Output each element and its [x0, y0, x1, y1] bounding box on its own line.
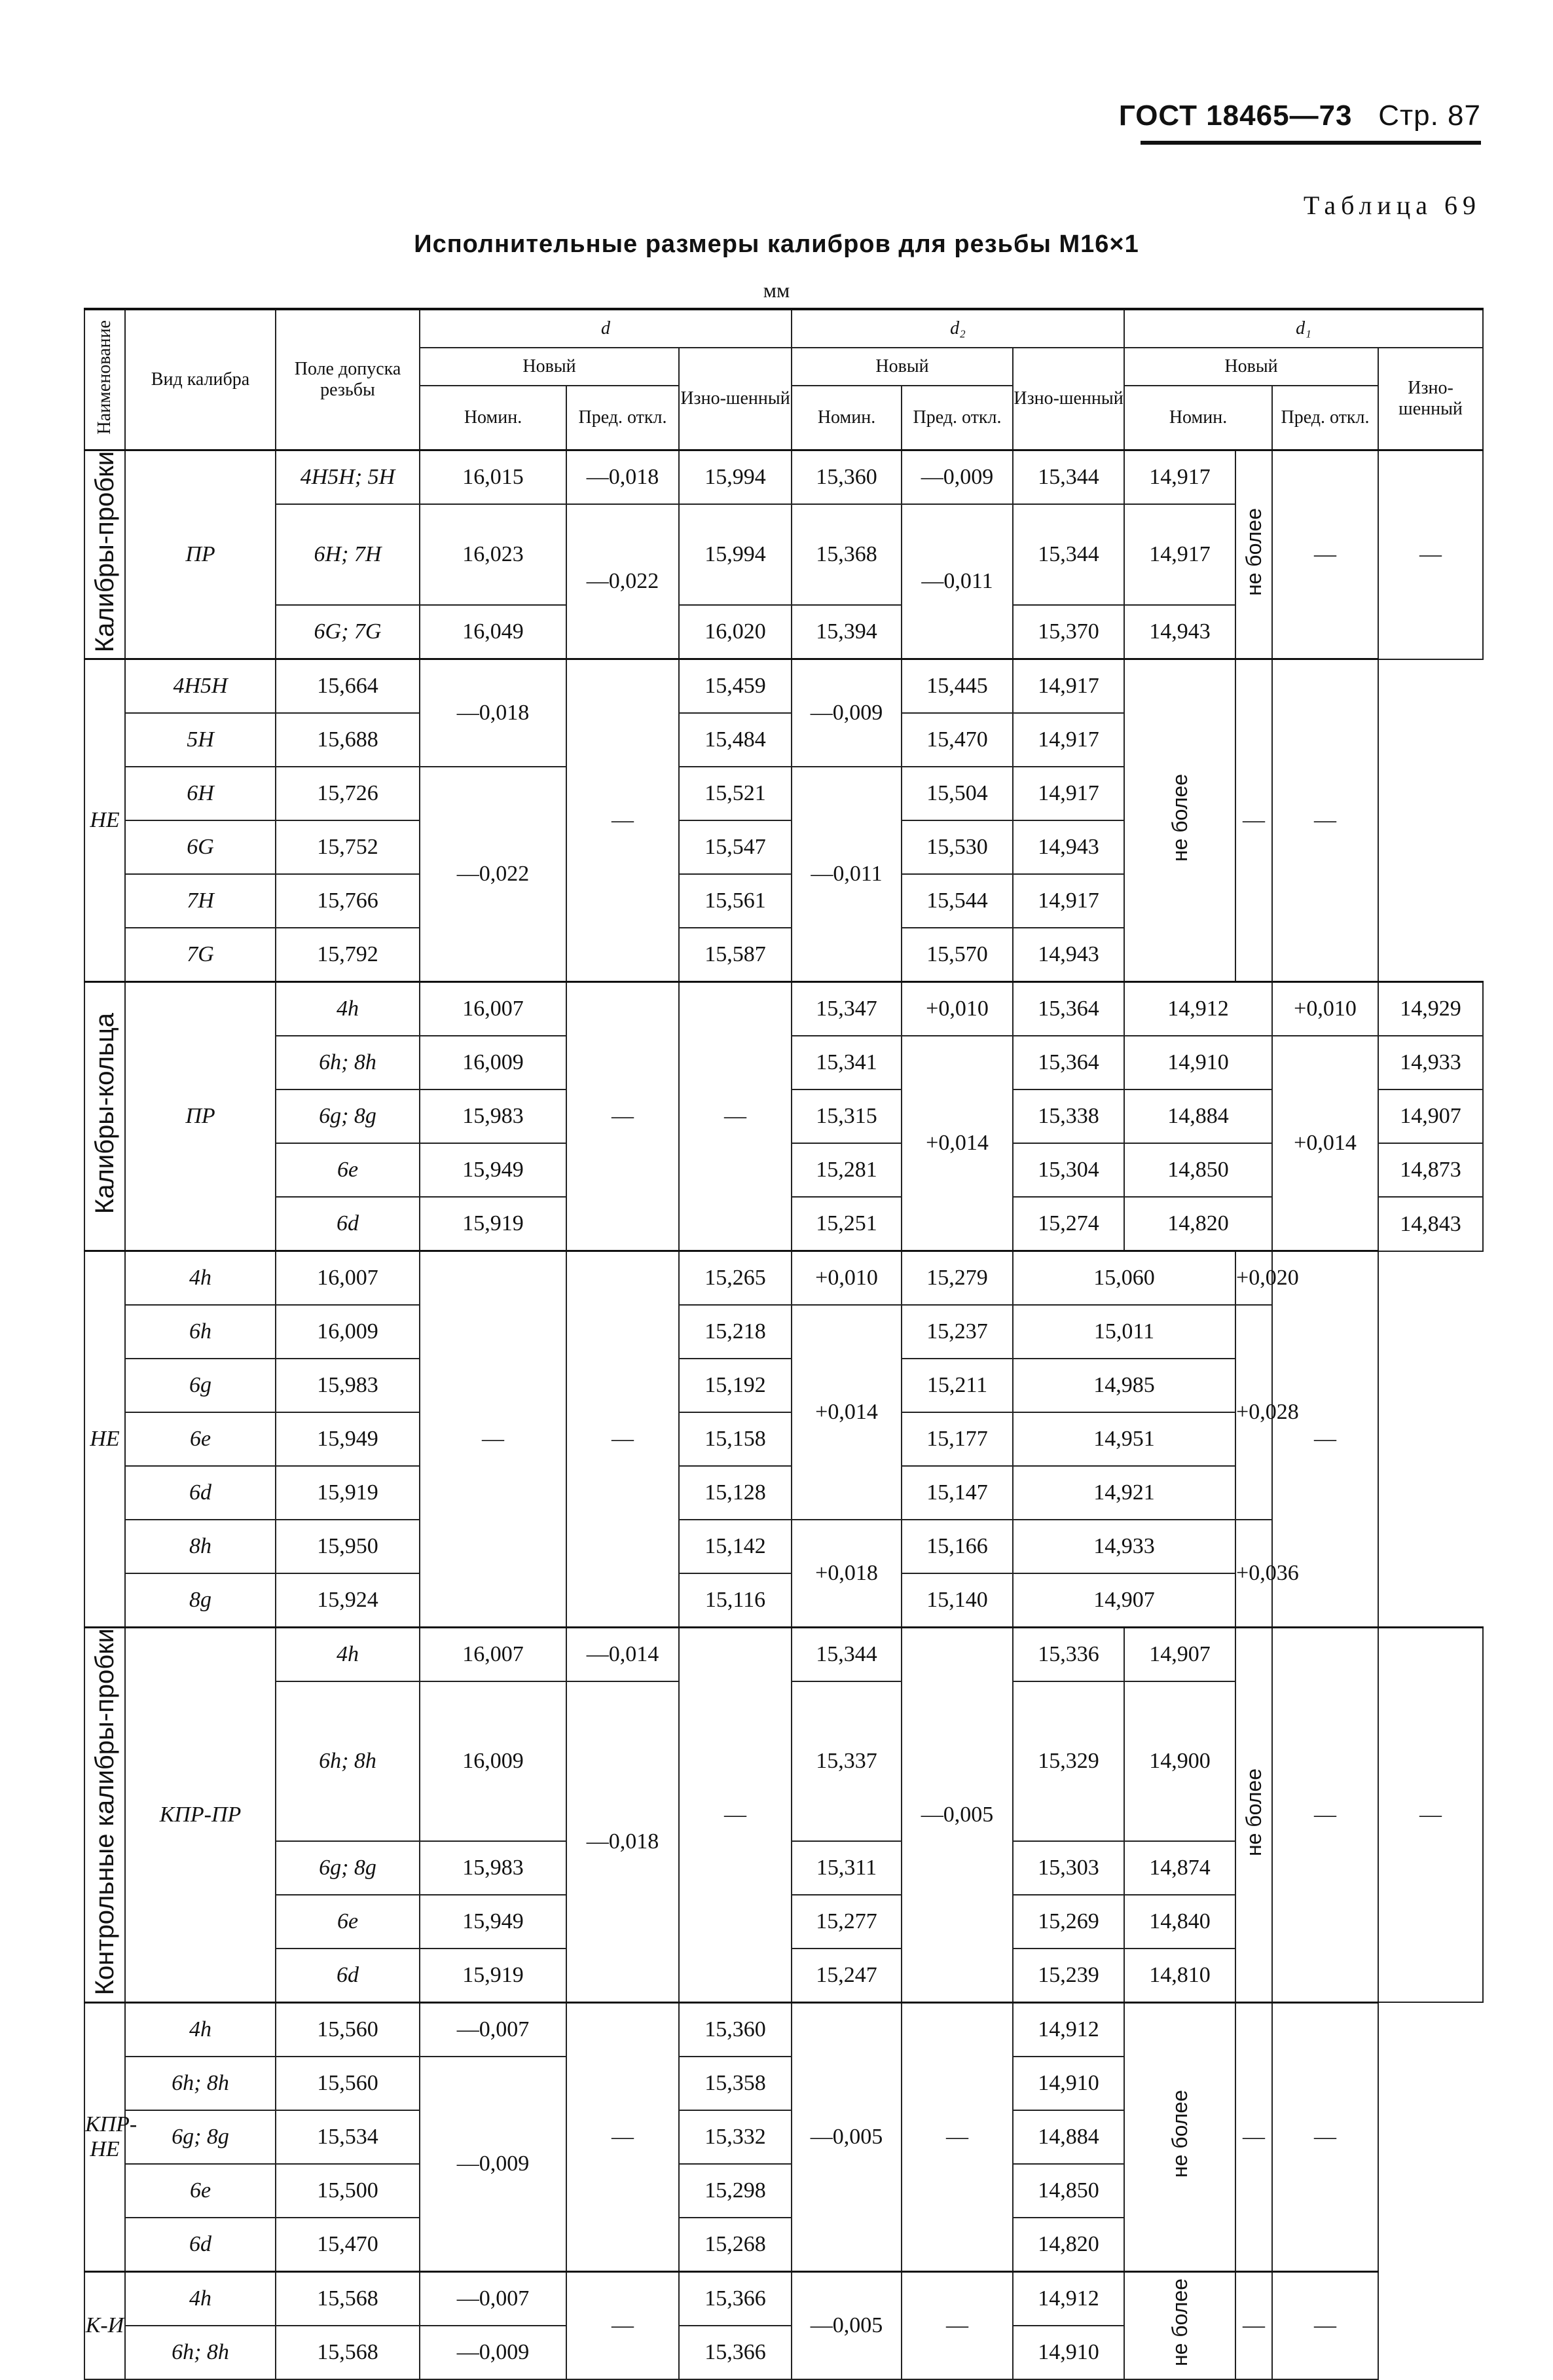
table-cell: —0,009 — [792, 659, 902, 767]
col-d-header: d — [420, 309, 792, 348]
group-label-ring: Калибры-кольца — [84, 982, 125, 1251]
table-cell: 15,268 — [679, 2218, 792, 2272]
kind-ki: К-И — [84, 2271, 125, 2379]
limit-label: не более — [1124, 2002, 1235, 2271]
table-cell: 15,344 — [1013, 504, 1124, 605]
table-cell: 16,015 — [420, 450, 566, 505]
table-cell: 16,049 — [420, 605, 566, 659]
table-cell: 15,530 — [902, 820, 1013, 874]
table-cell: — — [1378, 1628, 1483, 2002]
table-cell: 15,158 — [679, 1412, 792, 1466]
table-cell: 14,850 — [1013, 2164, 1124, 2218]
table-cell: 4h — [125, 1251, 276, 1306]
table-cell: 14,917 — [1124, 504, 1235, 605]
table-cell: 15,303 — [1013, 1841, 1124, 1895]
table-cell: 15,116 — [679, 1573, 792, 1628]
table-cell: 7G — [125, 928, 276, 982]
table-cell: —0,005 — [902, 1628, 1013, 2002]
table-cell: 14,943 — [1013, 820, 1124, 874]
table-cell: —0,011 — [792, 767, 902, 982]
table-cell: 4h — [276, 1628, 420, 1682]
table-cell: 16,009 — [420, 1681, 566, 1840]
kind-kpr-ne: КПР-НЕ — [84, 2002, 125, 2271]
table-cell: 15,239 — [1013, 1949, 1124, 2003]
table-cell: 6h; 8h — [276, 1036, 420, 1089]
table-cell: 15,919 — [276, 1466, 420, 1520]
table-cell: 15,950 — [276, 1520, 420, 1573]
table-cell: 14,929 — [1378, 982, 1483, 1036]
table-cell: +0,020 — [1235, 1251, 1272, 1306]
table-cell: 15,366 — [679, 2326, 792, 2379]
table-cell: 15,192 — [679, 1359, 792, 1412]
table-cell: +0,036 — [1235, 1520, 1272, 1628]
table-cell: — — [1272, 659, 1378, 982]
table-cell: 15,360 — [792, 450, 902, 505]
d2-dev-header: Пред. откл. — [902, 386, 1013, 450]
table-cell: 15,329 — [1013, 1681, 1124, 1840]
limit-label: не более — [1235, 450, 1272, 659]
table-cell: 15,304 — [1013, 1143, 1124, 1197]
table-cell: —0,009 — [420, 2326, 566, 2379]
table-cell: — — [566, 2002, 679, 2271]
table-cell: +0,028 — [1235, 1305, 1272, 1520]
table-cell: — — [1272, 1251, 1378, 1628]
table-cell: 14,907 — [1124, 1628, 1235, 1682]
table-cell: 15,521 — [679, 767, 792, 820]
table-cell: 15,504 — [902, 767, 1013, 820]
table-cell: —0,018 — [566, 450, 679, 505]
table-cell: 15,726 — [276, 767, 420, 820]
table-cell: 6d — [276, 1949, 420, 2003]
table-row — [84, 2002, 1483, 2057]
table-cell: 14,917 — [1013, 713, 1124, 767]
table-cell: 6d — [276, 1197, 420, 1251]
table-cell: — — [679, 1628, 792, 2002]
table-cell: 15,311 — [792, 1841, 902, 1895]
table-cell: —0,009 — [902, 450, 1013, 505]
table-cell: 6H; 7H — [276, 504, 420, 605]
table-cell: 14,951 — [1013, 1412, 1235, 1466]
table-cell: 15,269 — [1013, 1895, 1124, 1949]
table-cell: 15,274 — [1013, 1197, 1124, 1251]
d-worn-header: Изно-шенный — [679, 348, 792, 450]
table-cell: 15,166 — [902, 1520, 1013, 1573]
table-cell: — — [420, 1251, 566, 1628]
table-cell: +0,014 — [902, 1036, 1013, 1251]
table-cell: 15,147 — [902, 1466, 1013, 1520]
table-title: Исполнительные размеры калибров для резьбы M16×1 — [414, 230, 1139, 258]
table-cell: 15,142 — [679, 1520, 792, 1573]
table-cell: 15,949 — [276, 1412, 420, 1466]
table-cell: — — [1378, 450, 1483, 659]
table-cell: 15,279 — [902, 1251, 1013, 1306]
table-cell: 15,445 — [902, 659, 1013, 714]
table-cell: 15,251 — [792, 1197, 902, 1251]
table-cell: 14,917 — [1013, 659, 1124, 714]
table-cell: 15,368 — [792, 504, 902, 605]
table-cell: —0,022 — [420, 767, 566, 982]
table-cell: 15,265 — [679, 1251, 792, 1306]
table-cell: +0,010 — [1272, 982, 1378, 1036]
table-cell: 4h — [276, 982, 420, 1036]
table-cell: —0,005 — [792, 2002, 902, 2271]
table-cell: 15,237 — [902, 1305, 1013, 1359]
kind-kpr-pr: КПР-ПР — [125, 1628, 276, 2002]
table-cell: 6g; 8g — [276, 1841, 420, 1895]
kind-pr: ПР — [125, 450, 276, 659]
table-cell: 14,884 — [1013, 2110, 1124, 2164]
table-cell: — — [1235, 2002, 1272, 2271]
table-cell: 14,943 — [1124, 605, 1235, 659]
table-cell: 15,919 — [420, 1949, 566, 2003]
table-cell: —0,007 — [420, 2002, 566, 2057]
table-cell: 15,766 — [276, 874, 420, 928]
table-cell: —0,009 — [420, 2057, 566, 2272]
table-cell: 14,873 — [1378, 1143, 1483, 1197]
table-cell: 15,337 — [792, 1681, 902, 1840]
group-ctrl-kpr-pr — [84, 1628, 1483, 2002]
table-cell: 6d — [125, 1466, 276, 1520]
col-name-header: Наименование — [84, 309, 125, 450]
limit-label: не более — [1124, 2271, 1235, 2379]
table-cell: 14,985 — [1013, 1359, 1235, 1412]
kind-pr: ПР — [125, 982, 276, 1251]
standard-number: ГОСТ 18465—73 — [1118, 100, 1353, 132]
table-cell: 6e — [276, 1143, 420, 1197]
table-cell: 14,933 — [1378, 1036, 1483, 1089]
table-cell: 14,820 — [1013, 2218, 1124, 2272]
table-cell: +0,018 — [792, 1520, 902, 1628]
table-cell: 14,820 — [1124, 1197, 1272, 1251]
d1-new-header: Новый — [1124, 348, 1378, 386]
table-cell: 15,366 — [679, 2271, 792, 2326]
table-cell: 15,336 — [1013, 1628, 1124, 1682]
table-cell: 15,544 — [902, 874, 1013, 928]
table-cell: 15,177 — [902, 1412, 1013, 1466]
table-cell: — — [1272, 2271, 1378, 2379]
table-row — [84, 1628, 1483, 1682]
table-cell: 16,020 — [679, 605, 792, 659]
table-cell: 15,484 — [679, 713, 792, 767]
table-cell: 6g; 8g — [276, 1089, 420, 1143]
table-cell: 15,924 — [276, 1573, 420, 1628]
table-cell: 4h — [125, 2271, 276, 2326]
table-cell: 15,341 — [792, 1036, 902, 1089]
table-cell: 16,007 — [420, 1628, 566, 1682]
table-cell: 4H5H; 5H — [276, 450, 420, 505]
table-cell: 15,560 — [276, 2002, 420, 2057]
table-cell: 8h — [125, 1520, 276, 1573]
table-cell: 14,884 — [1124, 1089, 1272, 1143]
table-cell: 14,912 — [1013, 2002, 1124, 2057]
table-row — [84, 2271, 1483, 2326]
table-cell: 6h; 8h — [125, 2057, 276, 2110]
d-dev-header: Пред. откл. — [566, 386, 679, 450]
col-d1-header: d₁ — [1124, 309, 1483, 348]
table-cell: —0,005 — [792, 2271, 902, 2379]
table-cell: — — [679, 982, 792, 1251]
table-cell: 6d — [125, 2218, 276, 2272]
table-cell: 15,664 — [276, 659, 420, 714]
table-cell: 4h — [125, 2002, 276, 2057]
table-cell: 15,688 — [276, 713, 420, 767]
limit-label: не более — [1235, 1628, 1272, 2002]
table-cell: — — [902, 2271, 1013, 2379]
table-cell: 7H — [125, 874, 276, 928]
table-cell: 15,459 — [679, 659, 792, 714]
table-cell: — — [1272, 2002, 1378, 2271]
table-cell: 16,009 — [420, 1036, 566, 1089]
table-cell: +0,010 — [902, 982, 1013, 1036]
col-tol-header: Поле допуска резьбы — [276, 309, 420, 450]
col-kind-header: Вид калибра — [125, 309, 276, 450]
table-cell: 14,810 — [1124, 1949, 1235, 2003]
table-cell: 5H — [125, 713, 276, 767]
table-cell: 15,570 — [902, 928, 1013, 982]
table-cell: 14,910 — [1124, 1036, 1272, 1089]
table-cell: —0,007 — [420, 2271, 566, 2326]
table-cell: —0,018 — [420, 659, 566, 767]
kind-ne: НЕ — [84, 659, 125, 982]
group-ctrl-ki — [84, 2271, 1483, 2379]
table-cell: 15,011 — [1013, 1305, 1235, 1359]
col-d2-header: d₂ — [792, 309, 1124, 348]
d-new-header: Новый — [420, 348, 679, 386]
table-cell: 15,360 — [679, 2002, 792, 2057]
table-cell: — — [1272, 450, 1378, 659]
table-cell: 15,994 — [679, 450, 792, 505]
table-cell: 6g; 8g — [125, 2110, 276, 2164]
table-row — [84, 659, 1483, 714]
table-cell: 15,949 — [420, 1895, 566, 1949]
table-cell: 15,470 — [276, 2218, 420, 2272]
d2-nom-header: Номин. — [792, 386, 902, 450]
table-cell: —0,011 — [902, 504, 1013, 659]
table-cell: — — [1235, 659, 1272, 982]
table-cell: 15,140 — [902, 1573, 1013, 1628]
table-cell: 15,983 — [420, 1089, 566, 1143]
table-cell: 14,921 — [1013, 1466, 1235, 1520]
limit-label: не более — [1124, 659, 1235, 982]
table-cell: 15,364 — [1013, 982, 1124, 1036]
table-cell: 14,850 — [1124, 1143, 1272, 1197]
group-ring-pr — [84, 982, 1483, 1251]
d1-worn-header: Изно-шенный — [1378, 348, 1483, 450]
table-cell: 14,917 — [1013, 874, 1124, 928]
d1-dev-header: Пред. откл. — [1272, 386, 1378, 450]
group-plug-pr — [84, 450, 1483, 659]
table-cell: 15,534 — [276, 2110, 420, 2164]
table-cell: — — [566, 659, 679, 982]
table-cell: 14,907 — [1013, 1573, 1235, 1628]
table-cell: 15,344 — [1013, 450, 1124, 505]
table-cell: +0,010 — [792, 1251, 902, 1306]
table-cell: — — [566, 1251, 679, 1628]
page-number: Стр. 87 — [1378, 100, 1481, 132]
table-cell: 14,917 — [1013, 767, 1124, 820]
table-cell: 15,315 — [792, 1089, 902, 1143]
table-cell: 16,007 — [420, 982, 566, 1036]
table-cell: 15,347 — [792, 982, 902, 1036]
table-cell: — — [1235, 2271, 1272, 2379]
table-cell: 15,364 — [1013, 1036, 1124, 1089]
units-label: мм — [763, 278, 790, 302]
d2-worn-header: Изно-шенный — [1013, 348, 1124, 450]
table-cell: 14,843 — [1378, 1197, 1483, 1251]
header-rule — [1141, 141, 1481, 145]
table-cell: 14,907 — [1378, 1089, 1483, 1143]
table-cell: 8g — [125, 1573, 276, 1628]
kind-ne: НЕ — [84, 1251, 125, 1628]
table-cell: 6e — [276, 1895, 420, 1949]
table-cell: 6G — [125, 820, 276, 874]
table-cell: 14,910 — [1013, 2057, 1124, 2110]
table-row — [84, 1251, 1483, 1306]
table-cell: 6H — [125, 767, 276, 820]
table-cell: 15,370 — [1013, 605, 1124, 659]
table-cell: 15,470 — [902, 713, 1013, 767]
table-cell: 15,358 — [679, 2057, 792, 2110]
table-cell: 6h; 8h — [276, 1681, 420, 1840]
table-cell: 16,023 — [420, 504, 566, 605]
table-cell: 15,561 — [679, 874, 792, 928]
d2-new-header: Новый — [792, 348, 1013, 386]
table-cell: 15,344 — [792, 1628, 902, 1682]
d1-nom-header: Номин. — [1124, 386, 1272, 450]
table-cell: 14,943 — [1013, 928, 1124, 982]
table-number: Таблица 69 — [1303, 191, 1481, 220]
table-cell: 15,128 — [679, 1466, 792, 1520]
table-cell: 6h; 8h — [125, 2326, 276, 2379]
table-cell: 6G; 7G — [276, 605, 420, 659]
table-cell: 6e — [125, 1412, 276, 1466]
table-cell: 6g — [125, 1359, 276, 1412]
table-cell: — — [566, 982, 679, 1251]
table-cell: 16,007 — [276, 1251, 420, 1306]
table-cell: 15,338 — [1013, 1089, 1124, 1143]
gauge-dimensions-table — [84, 308, 1484, 2380]
table-cell: — — [902, 2002, 1013, 2271]
table-cell: +0,014 — [1272, 1036, 1378, 1251]
table-cell: 15,218 — [679, 1305, 792, 1359]
table-cell: 15,949 — [420, 1143, 566, 1197]
page-header — [1119, 100, 1481, 132]
table-cell: 15,568 — [276, 2271, 420, 2326]
table-cell: 15,983 — [420, 1841, 566, 1895]
table-cell: 14,910 — [1013, 2326, 1124, 2379]
table-cell: 14,912 — [1124, 982, 1272, 1036]
table-cell: —0,022 — [566, 504, 679, 659]
table-cell: 6e — [125, 2164, 276, 2218]
table-cell: —0,014 — [566, 1628, 679, 1682]
group-label-control: Контрольные калибры-пробки — [84, 1628, 125, 2002]
table-cell: — — [566, 2271, 679, 2379]
d-nom-header: Номин. — [420, 386, 566, 450]
table-cell: 15,500 — [276, 2164, 420, 2218]
table-cell: 14,874 — [1124, 1841, 1235, 1895]
table-cell: 15,560 — [276, 2057, 420, 2110]
table-cell: —0,018 — [566, 1681, 679, 2002]
table-cell: 15,568 — [276, 2326, 420, 2379]
table-cell: 15,587 — [679, 928, 792, 982]
table-cell: 16,009 — [276, 1305, 420, 1359]
table-cell: 6h — [125, 1305, 276, 1359]
table-row — [84, 450, 1483, 505]
table-cell: +0,014 — [792, 1305, 902, 1520]
table-cell: 14,912 — [1013, 2271, 1124, 2326]
table-cell: 15,983 — [276, 1359, 420, 1412]
table-cell: 14,900 — [1124, 1681, 1235, 1840]
table-cell: 15,281 — [792, 1143, 902, 1197]
group-plug-ne — [84, 659, 1483, 982]
group-ring-ne — [84, 1251, 1483, 1628]
table-cell: 15,211 — [902, 1359, 1013, 1412]
table-row — [84, 982, 1483, 1036]
group-ctrl-kpr-ne — [84, 2002, 1483, 2271]
table-cell: 15,247 — [792, 1949, 902, 2003]
table-cell: 15,792 — [276, 928, 420, 982]
table-cell: 15,332 — [679, 2110, 792, 2164]
table-cell: 14,917 — [1124, 450, 1235, 505]
table-cell: 15,752 — [276, 820, 420, 874]
table-cell: 4H5H — [125, 659, 276, 714]
table-cell: 14,840 — [1124, 1895, 1235, 1949]
table-cell: 15,277 — [792, 1895, 902, 1949]
table-cell: 15,394 — [792, 605, 902, 659]
table-cell: 15,060 — [1013, 1251, 1235, 1306]
table-cell: 15,547 — [679, 820, 792, 874]
group-label-plug: Калибры-пробки — [84, 450, 125, 659]
table-cell: 14,933 — [1013, 1520, 1235, 1573]
table-cell: 15,994 — [679, 504, 792, 605]
table-cell: 15,919 — [420, 1197, 566, 1251]
table-cell: 15,298 — [679, 2164, 792, 2218]
table-cell: — — [1272, 1628, 1378, 2002]
